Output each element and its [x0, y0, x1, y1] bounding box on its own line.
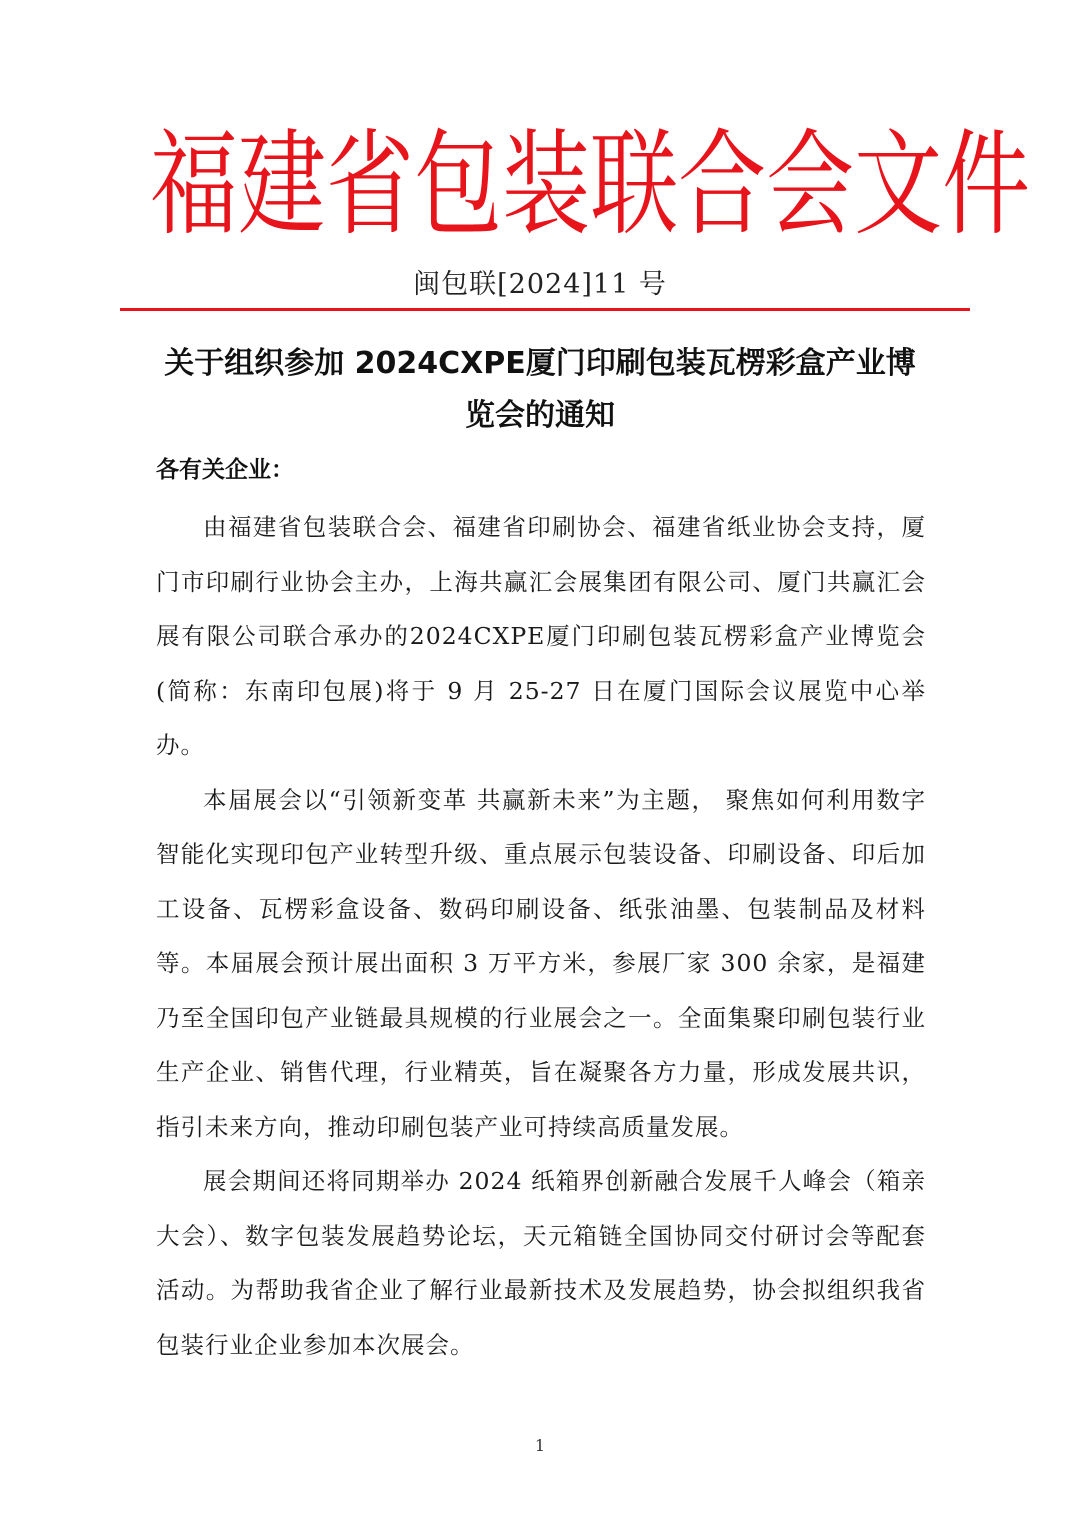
header-divider: [120, 308, 970, 311]
body-paragraph: 展会期间还将同期举办 2024 纸箱界创新融合发展千人峰会（箱亲大会）、数字包装发展趋势论坛，天元箱链全国协同交付研讨会等配套活动。为帮助我省企业了解行业最新技术及发展趋势，协会拟组织我省包装行业企业参加本次展会。: [156, 1167, 926, 1359]
salutation: 各有关企业：: [156, 457, 294, 483]
masthead-char: 文: [854, 117, 943, 252]
masthead-char: 联: [590, 117, 679, 252]
masthead-char: 包: [414, 117, 503, 252]
masthead-char: 建: [238, 117, 327, 252]
masthead-title: [150, 117, 1031, 252]
masthead-char: 福: [150, 117, 239, 252]
masthead-char: 合: [678, 117, 767, 252]
document-number: 闽包联[2024]11 号: [413, 269, 667, 300]
page-number: 1: [534, 1436, 546, 1455]
masthead-char: 装: [502, 117, 591, 252]
body-paragraph: 本届展会以“引领新变革 共赢新未来”为主题， 聚焦如何利用数字智能化实现印包产业转型升级、重点展示包装设备、印刷设备、印后加工设备、瓦楞彩盒设备、数码印刷设备、纸张油墨、包装制品及材料等。本届展会预计展出面积 3 万平方米，参展厂家 300 余家，是福建乃至全国印包产业链最具规模的行业展会之一。全面集聚印刷包装行业生产企业、销售代理，行业精英，旨在凝聚各方力量，形成发展共识，指引未来方向，推动印刷包装产业可持续高质量发展。: [156, 785, 926, 1141]
document-body: [156, 500, 926, 1372]
masthead-char: 件: [942, 117, 1031, 252]
masthead-char: 省: [326, 117, 415, 252]
document-title: 关于组织参加 2024CXPE厦门印刷包装瓦楞彩盒产业博览会的通知: [164, 346, 916, 433]
masthead-char: 会: [766, 117, 855, 252]
body-paragraph: 由福建省包装联合会、福建省印刷协会、福建省纸业协会支持，厦门市印刷行业协会主办，上海共赢汇会展集团有限公司、厦门共赢汇会展有限公司联合承办的2024CXPE厦门印刷包装瓦楞彩盒产业博览会(简称：东南印包展)将于 9 月 25-27 日在厦门国际会议展览中心举办。: [156, 513, 926, 759]
